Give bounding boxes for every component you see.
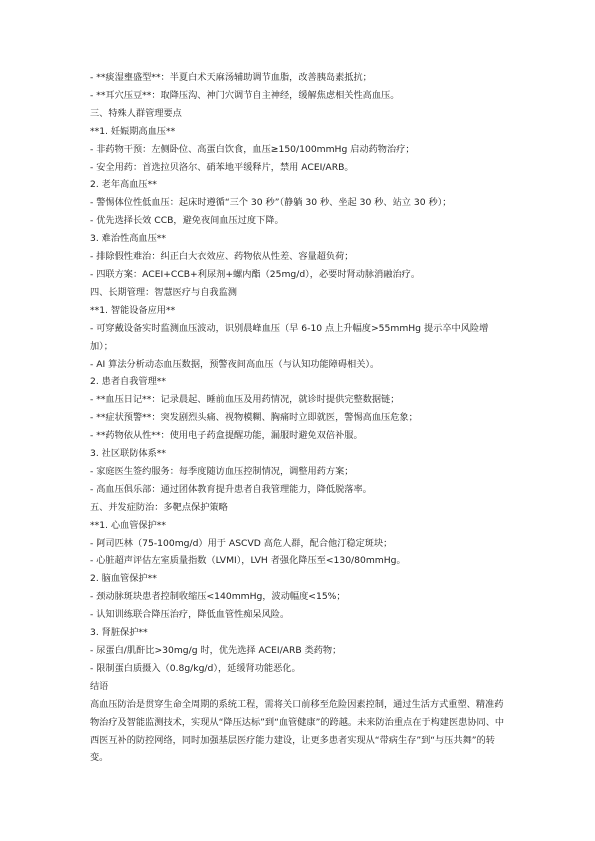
text-line: - **耳穴压豆**：取降压沟、神门穴调节自主神经，缓解焦虑相关性高血压。	[90, 89, 400, 101]
text-line: - 心脏超声评估左室质量指数（LVMI），LVH 者强化降压至<130/80mmHg。	[90, 555, 406, 567]
conclusion-heading: 结语	[90, 680, 109, 692]
subsection-heading: 2. 脑血管保护**	[90, 573, 157, 585]
text-line: - AI 算法分析动态血压数据，预警夜间高血压（与认知功能障碍相关）。	[90, 358, 380, 370]
text-line: - 可穿戴设备实时监测血压波动，识别晨峰血压（早 6-10 点上升幅度>55mmHg 提示卒中风险增加）；	[90, 322, 489, 352]
text-line: - 认知训练联合降压治疗，降低血管性痴呆风险。	[90, 609, 290, 621]
text-line: - 家庭医生签约服务：每季度随访血压控制情况，调整用药方案；	[90, 465, 354, 477]
text-line: - 优先选择长效 CCB，避免夜间血压过度下降。	[90, 215, 284, 227]
text-line: - 警惕体位性低血压：起床时遵循“三个 30 秒”（静躺 30 秒、坐起 30 秒、站立 30 秒）；	[90, 197, 452, 209]
subsection-heading: 3. 难治性高血压**	[90, 233, 166, 245]
subsection-heading: 3. 肾脏保护**	[90, 627, 148, 639]
text-line: - 颈动脉斑块患者控制收缩压<140mmHg，波动幅度<15%；	[90, 591, 346, 603]
text-line: - 安全用药：首选拉贝洛尔、硝苯地平缓释片，禁用 ACEI/ARB。	[90, 161, 354, 173]
text-line: - 高血压俱乐部：通过团体教育提升患者自我管理能力，降低脱落率。	[90, 483, 372, 495]
text-line: - **痰湿壅盛型**：半夏白术天麻汤辅助调节血脂，改善胰岛素抵抗；	[90, 72, 372, 83]
document-body	[90, 69, 510, 767]
section-heading: 五、并发症防治：多靶点保护策略	[90, 501, 228, 513]
conclusion-paragraph: 高血压防治是贯穿生命全周期的系统工程，需将关口前移至危险因素控制，通过生活方式重塑、精准药物治疗及智能监测技术，实现从“降压达标”到“血管健康”的跨越。未来防治重点在于构建医患协同、中西医互补的防控网络，同时加强基层医疗能力建设，让更多患者实现从“带病生存”到“与压共舞”的转变。	[90, 698, 505, 764]
text-line: - **血压日记**：记录晨起、睡前血压及用药情况，就诊时提供完整数据链；	[90, 394, 400, 406]
subsection-heading: 3. 社区联防体系**	[90, 448, 166, 460]
text-line: - 阿司匹林（75-100mg/d）用于 ASCVD 高危人群，配合他汀稳定斑块；	[90, 537, 393, 549]
text-line: - 非药物干预：左侧卧位、高蛋白饮食，血压≥150/100mmHg 启动药物治疗；	[90, 143, 415, 155]
text-line: - **症状预警**：突发剧烈头痛、视物模糊、胸痛时立即就医，警惕高血压危象；	[90, 412, 418, 424]
subsection-heading: 2. 老年高血压**	[90, 179, 157, 191]
subsection-heading: 2. 患者自我管理**	[90, 376, 166, 388]
text-line: - 四联方案：ACEI+CCB+利尿剂+螺内酯（25mg/d），必要时肾动脉消融治疗。	[90, 268, 421, 280]
section-heading: 四、长期管理：智慧医疗与自我监测	[90, 286, 237, 298]
text-line: - 尿蛋白/肌酐比>30mg/g 时，优先选择 ACEI/ARB 类药物；	[90, 645, 342, 656]
text-line: - 限制蛋白质摄入（0.8g/kg/d），延缓肾功能恶化。	[90, 662, 301, 674]
subsection-heading: **1. 智能设备应用**	[90, 304, 176, 316]
subsection-heading: **1. 心血管保护**	[90, 519, 166, 531]
text-line: - **药物依从性**：使用电子药盒提醒功能，漏服时避免双倍补服。	[90, 430, 363, 442]
section-heading: 三、特殊人群管理要点	[90, 107, 182, 119]
text-line: - 排除假性难治：纠正白大衣效应、药物依从性差、容量超负荷；	[90, 251, 354, 263]
subsection-heading: **1. 妊娠期高血压**	[90, 125, 176, 137]
